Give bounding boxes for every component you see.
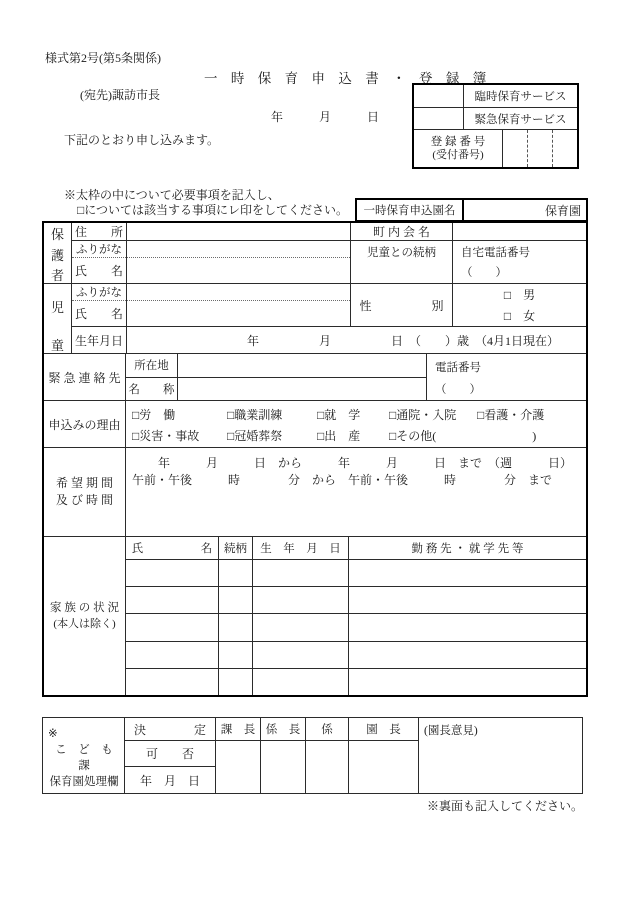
child-furigana-label: ふりがな (72, 284, 126, 301)
birthdate-template-text: 年 月 日 （ ）歳 （4月1日現在） (247, 334, 560, 348)
family-label-line2: (本人は除く) (53, 618, 116, 630)
applied-garden-label: 一時保育申込園名 (357, 200, 464, 220)
stamp-cell-subsection-chief[interactable] (261, 741, 305, 793)
decision-header: 決 定 (125, 718, 215, 741)
relation-to-child-field[interactable]: 児童との続柄 (351, 241, 453, 283)
family-row[interactable] (126, 614, 586, 641)
stamp-cell-section-chief[interactable] (216, 741, 260, 793)
guardian-address-field[interactable] (127, 223, 351, 240)
home-phone-paren: （ ） (461, 267, 507, 279)
office-label (43, 718, 125, 793)
child-name-label: 氏 名 (74, 307, 123, 321)
emergency-contact-label: 緊 急 連 絡 先 (44, 354, 126, 400)
emergency-phone-label: 電話番号 (435, 362, 481, 374)
family-label (44, 537, 126, 695)
stamp-header-subsection-chief: 係 長 (261, 718, 305, 741)
period-date-template: 年 月 日 から 年 月 日 まで （週 日） (158, 456, 573, 470)
emergency-phone-paren: （ ） (435, 384, 481, 396)
reason-other-checkbox[interactable]: □その他( ) (389, 428, 537, 443)
main-form-table (42, 221, 588, 697)
town-association-field[interactable] (453, 223, 586, 240)
registration-number-label-line1: 登 録 番 号 (430, 135, 486, 148)
child-name-field[interactable] (127, 301, 350, 326)
temporary-service-label: 臨時保育サービス (474, 91, 567, 103)
sex-male-checkbox[interactable]: □ 男 (503, 288, 536, 302)
registration-number-label (414, 130, 503, 167)
emergency-contact-section (44, 354, 586, 401)
guardian-name-label: 氏 名 (74, 264, 123, 278)
reason-options (126, 401, 586, 447)
child-group-label (44, 284, 72, 353)
note-line2: □については該当する事項にレ印をしてください。 (77, 203, 349, 217)
applied-garden-name-field[interactable] (464, 200, 586, 220)
child-section (44, 284, 586, 354)
office-processing-table (42, 717, 583, 794)
stamp-cell-staff[interactable] (306, 741, 348, 793)
emergency-service-label: 緊急保育サービス (474, 113, 567, 126)
family-header-birth: 生 年 月 日 (253, 537, 349, 559)
birthdate-field[interactable] (127, 327, 586, 353)
family-section (44, 537, 586, 695)
reason-section (44, 401, 586, 448)
family-header-work: 勤 務 先 ・ 就 学 先 等 (411, 543, 524, 555)
decision-column (125, 718, 216, 793)
addressee-label: (宛先)諏訪市長 (80, 88, 160, 102)
family-row[interactable] (126, 642, 586, 669)
reason-work-checkbox[interactable]: □労 働 (132, 408, 176, 422)
stamp-header-staff: 係 (306, 718, 348, 741)
birthdate-label: 生年月日 (72, 327, 127, 353)
reason-school-checkbox[interactable]: □就 学 (317, 408, 361, 422)
guardian-furigana-label: ふりがな (72, 241, 126, 258)
family-table (126, 537, 586, 695)
reason-ceremony-checkbox[interactable]: □冠婚葬祭 (227, 428, 283, 443)
family-label-line1: 家 族 の 状 況 (50, 602, 119, 614)
reason-disaster-checkbox[interactable]: □災害・事故 (132, 428, 200, 443)
office-label-section: 保育園処理欄 (49, 776, 119, 788)
sex-choice-cell (453, 284, 586, 326)
application-date-field[interactable]: 年 月 日 (271, 110, 380, 124)
reason-training-checkbox[interactable]: □職業訓練 (227, 408, 283, 422)
family-row[interactable] (126, 587, 586, 614)
home-phone-field[interactable] (453, 241, 586, 283)
sex-label: 性 別 (351, 284, 453, 326)
emergency-name-label: 名 称 (126, 378, 178, 401)
family-row[interactable] (126, 669, 586, 695)
guardian-address-label: 住 所 (72, 223, 127, 240)
guardian-name-field[interactable] (127, 258, 350, 283)
office-label-asterisk: ※ (48, 728, 58, 740)
family-header-name: 氏 名 (126, 537, 219, 559)
director-opinion-field[interactable]: (園長意見) (424, 725, 478, 737)
form-number: 様式第2号(第5条関係) (45, 51, 161, 65)
period-label-line2: 及 び 時 間 (55, 493, 113, 507)
guardian-section (44, 223, 586, 284)
emergency-service-check-cell[interactable] (414, 108, 464, 129)
note-line1: ※太枠の中について必要事項を記入し、 (64, 188, 280, 202)
registration-number-field[interactable] (503, 130, 577, 167)
page-title: 一 時 保 育 申 込 書 ・ 登 録 簿 (204, 71, 492, 86)
period-time-template: 午前・午後 時 分 から 午前・午後 時 分 まで (132, 473, 553, 487)
stamp-header-garden-director: 園 長 (349, 718, 418, 741)
child-furigana-field[interactable] (127, 284, 350, 301)
period-label-line1: 希 望 期 間 (55, 476, 113, 490)
town-association-label: 町 内 会 名 (351, 223, 453, 240)
reason-hospital-checkbox[interactable]: □通院・入院 (389, 408, 457, 422)
guardian-group-label (44, 223, 72, 283)
approval-field[interactable]: 可 否 (125, 741, 215, 767)
office-label-division: こ ど も 課 (55, 744, 125, 772)
intro-text: 下記のとおり申し込みます。 (64, 133, 220, 147)
family-header-relation: 続柄 (219, 537, 253, 559)
stamp-cell-garden-director[interactable] (349, 741, 418, 793)
emergency-location-field[interactable] (178, 354, 426, 377)
emergency-phone-field[interactable] (426, 354, 586, 400)
guardian-furigana-field[interactable] (127, 241, 350, 258)
receipt-number-label-line2: (受付番号) (432, 148, 484, 161)
reason-childbirth-checkbox[interactable]: □出 産 (317, 428, 361, 443)
family-row[interactable] (126, 560, 586, 587)
home-phone-label: 自宅電話番号 (461, 247, 530, 259)
reason-label: 申込みの理由 (44, 401, 126, 447)
temporary-service-check-cell[interactable] (414, 85, 464, 107)
registration-box (412, 83, 579, 169)
back-side-note: ※裏面も記入してください。 (426, 799, 583, 813)
emergency-name-field[interactable] (178, 378, 426, 401)
period-section (44, 448, 586, 537)
reason-nursing-checkbox[interactable]: □看護・介護 (477, 408, 545, 422)
decision-date-field[interactable]: 年 月 日 (139, 773, 200, 788)
guardian-group-text: 保護者 (50, 227, 64, 283)
applied-garden-box (355, 198, 588, 222)
emergency-location-label: 所在地 (126, 354, 178, 377)
period-field[interactable] (126, 448, 586, 536)
stamp-header-section-chief: 課 長 (216, 718, 260, 741)
period-label (44, 448, 126, 536)
sex-female-checkbox[interactable]: □ 女 (503, 309, 536, 323)
garden-suffix: 保育園 (544, 203, 581, 218)
child-group-text: 児童 (50, 300, 64, 353)
